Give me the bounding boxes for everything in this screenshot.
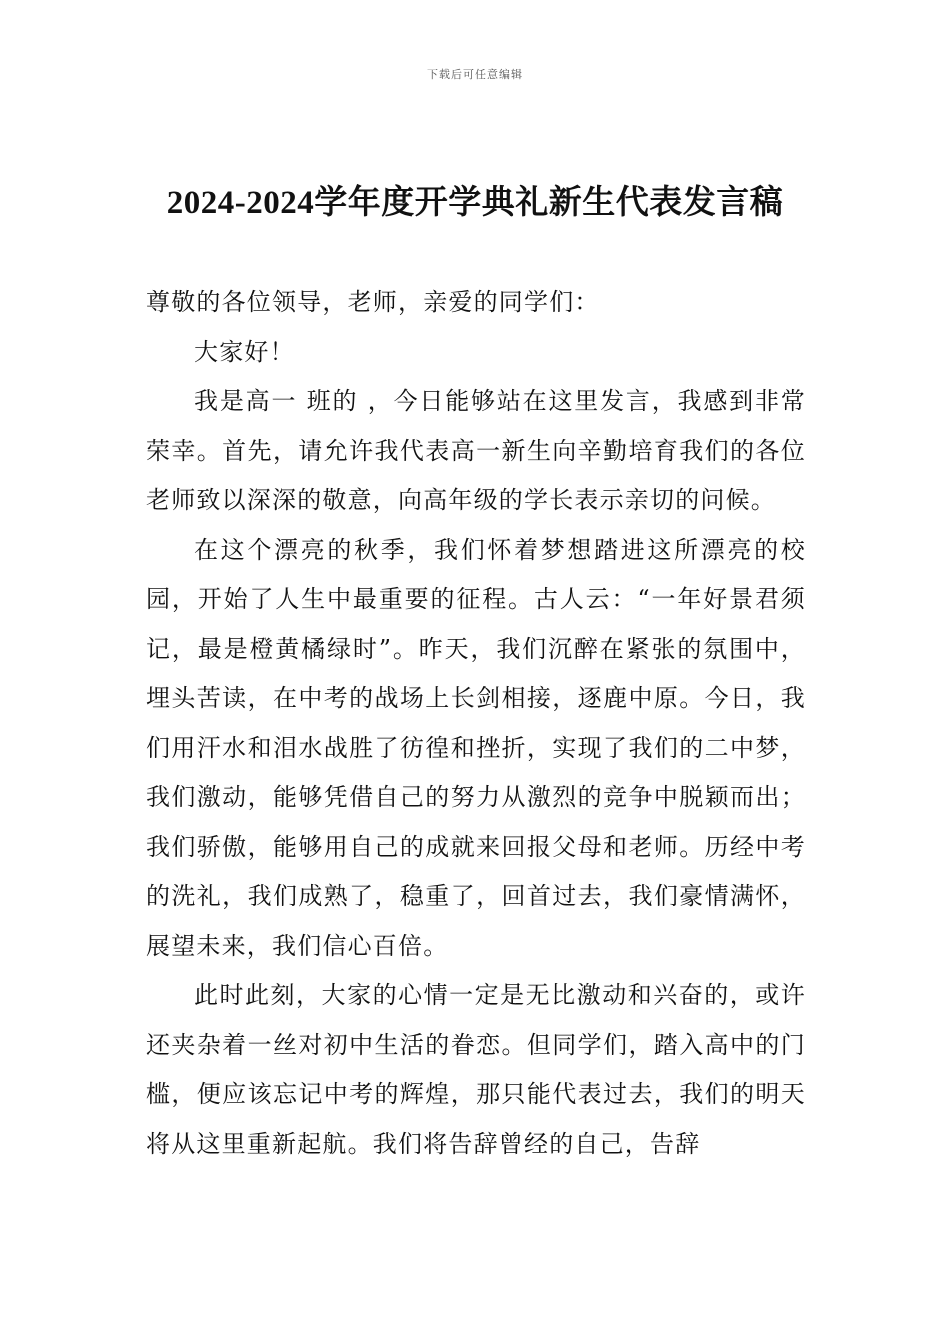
paragraph-greeting: 大家好！ [194,337,295,366]
header-note: 下载后可任意编辑 [427,68,523,81]
salutation: 尊敬的各位领导，老师，亲爱的同学们： [146,288,600,316]
document-title: 2024-2024学年度开学典礼新生代表发言稿 [166,185,784,221]
paragraph-moment: 此时此刻，大家的心情一定是无比激动和兴奋的，或许还夹杂着一丝对初中生活的眷恋。但同学们，踏入高中的门槛，便应该忘记中考的辉煌，那只能代表过去，我们的明天将从这里重新起航。我们将告辞曾经的自己，告辞 [146,981,806,1158]
document-body [146,278,806,1169]
paragraph-introduction: 我是高一 班的 ，今日能够站在这里发言，我感到非常荣幸。首先，请允许我代表高一新生向辛勤培育我们的各位老师致以深深的敬意，向高年级的学长表示亲切的问候。 [146,387,806,514]
paragraph-autumn: 在这个漂亮的秋季，我们怀着梦想踏进这所漂亮的校园，开始了人生中最重要的征程。古人云：“一年好景君须记，最是橙黄橘绿时”。昨天，我们沉醉在紧张的氛围中，埋头苦读，在中考的战场上长剑相接，逐鹿中原。今日，我们用汗水和泪水战胜了彷徨和挫折，实现了我们的二中梦，我们激动，能够凭借自己的努力从激烈的竞争中脱颖而出；我们骄傲，能够用自己的成就来回报父母和老师。历经中考的洗礼，我们成熟了，稳重了，回首过去，我们豪情满怀，展望未来，我们信心百倍。 [146,535,806,960]
